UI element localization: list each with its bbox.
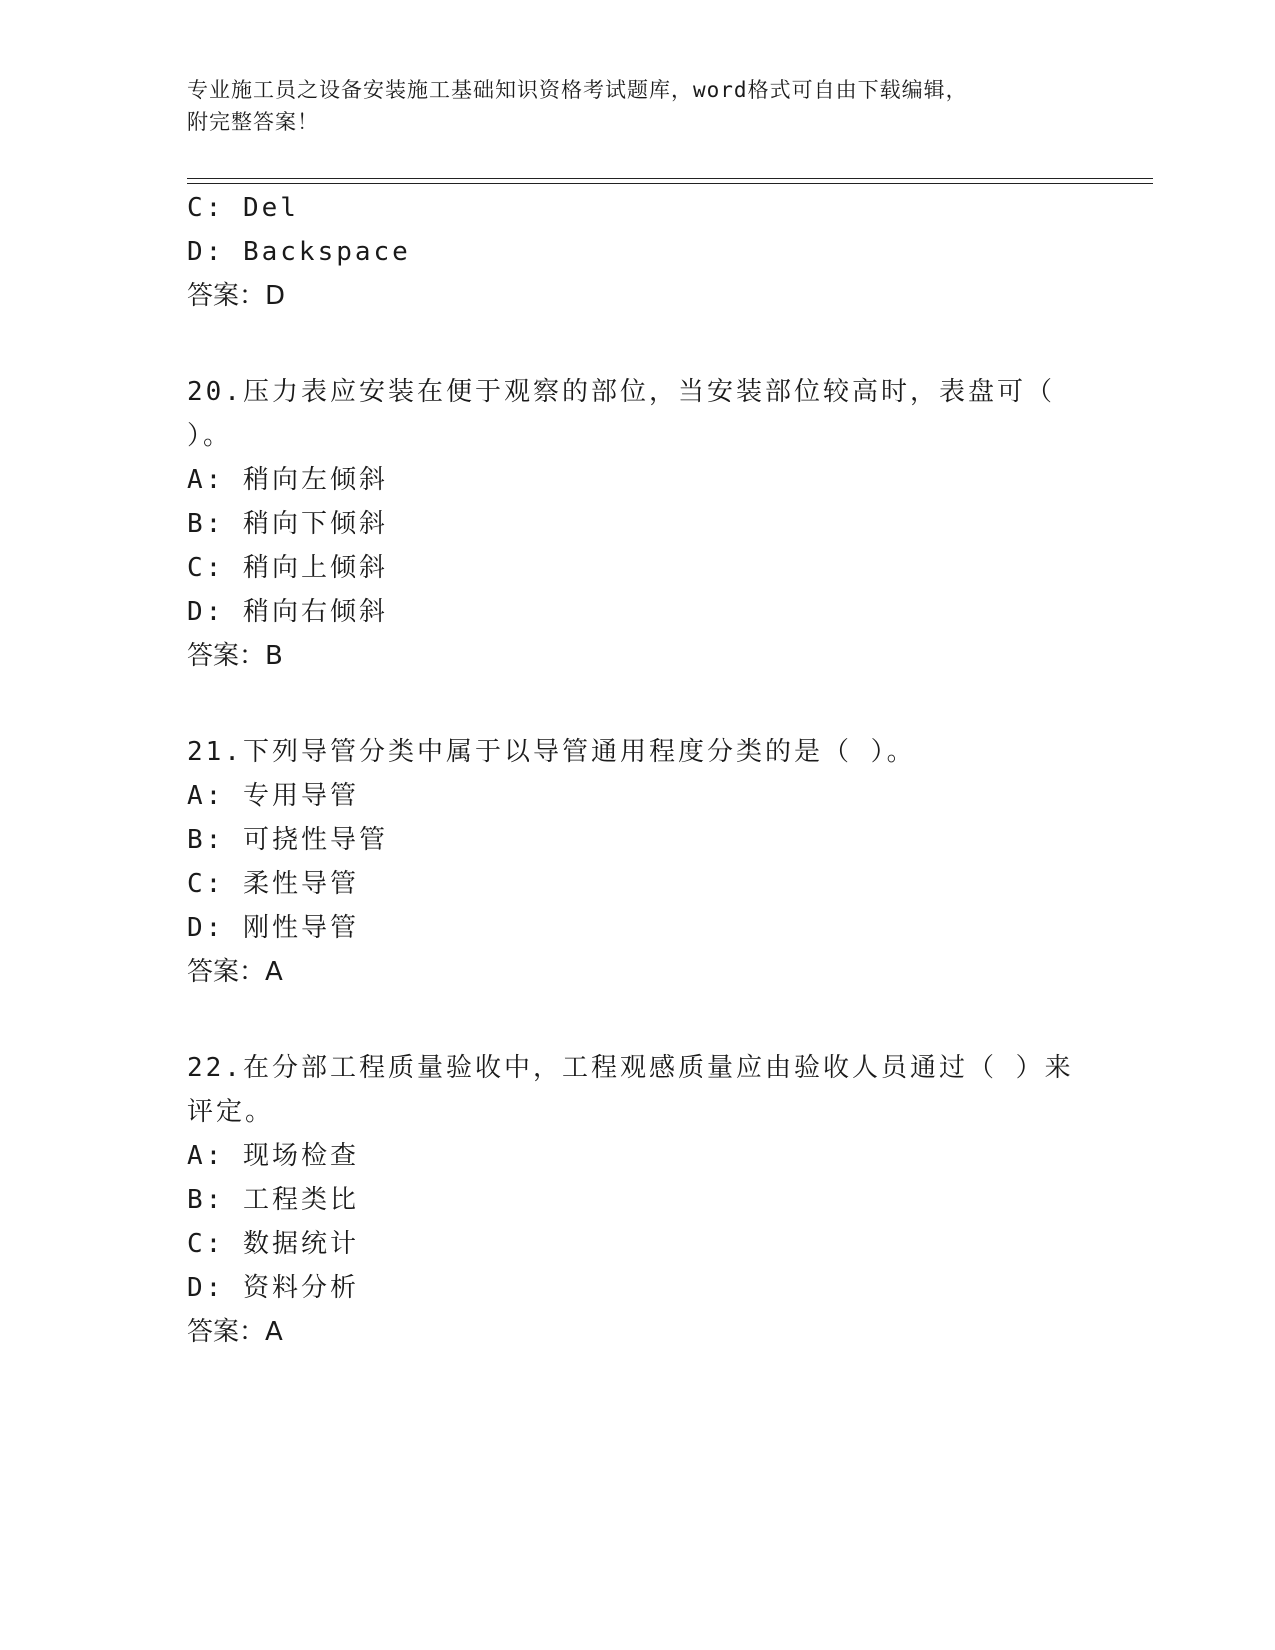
q22-option-c: C: 数据统计 [187, 1229, 359, 1259]
document-header [187, 74, 1067, 138]
header-line-1: 专业施工员之设备安装施工基础知识资格考试题库，word格式可自由下载编辑， [187, 78, 968, 102]
q21-option-c: C: 柔性导管 [187, 869, 359, 899]
q20-stem-line-2: ）。 [187, 421, 233, 451]
q21-answer: 答案：A [187, 957, 283, 987]
q22-option-a: A: 现场检查 [187, 1141, 359, 1171]
q21-option-d: D: 刚性导管 [187, 913, 359, 943]
q20-option-b: B: 稍向下倾斜 [187, 509, 388, 539]
header-divider-bottom [187, 183, 1153, 184]
q20-option-d: D: 稍向右倾斜 [187, 597, 388, 627]
q20-option-a: A: 稍向左倾斜 [187, 465, 388, 495]
q20-stem-line-1: 20.压力表应安装在便于观察的部位，当安装部位较高时，表盘可（ [187, 377, 1055, 407]
header-line-2: 附完整答案！ [187, 110, 319, 134]
q20-option-c: C: 稍向上倾斜 [187, 553, 388, 583]
q22-option-b: B: 工程类比 [187, 1185, 359, 1215]
q19-option-d: D: Backspace [187, 237, 411, 267]
q22-answer: 答案：A [187, 1317, 283, 1347]
q21-stem-line-1: 21.下列导管分类中属于以导管通用程度分类的是（ ）。 [187, 737, 916, 767]
q19-option-c: C: Del [187, 193, 299, 223]
q22-stem-line-1: 22.在分部工程质量验收中，工程观感质量应由验收人员通过（ ）来 [187, 1053, 1074, 1083]
header-divider-top [187, 178, 1153, 179]
q21-option-a: A: 专用导管 [187, 781, 359, 811]
q20-answer: 答案：B [187, 641, 283, 671]
q19-answer: 答案：D [187, 281, 286, 311]
q22-option-d: D: 资料分析 [187, 1273, 359, 1303]
q22-stem-line-2: 评定。 [187, 1097, 275, 1127]
q21-option-b: B: 可挠性导管 [187, 825, 388, 855]
